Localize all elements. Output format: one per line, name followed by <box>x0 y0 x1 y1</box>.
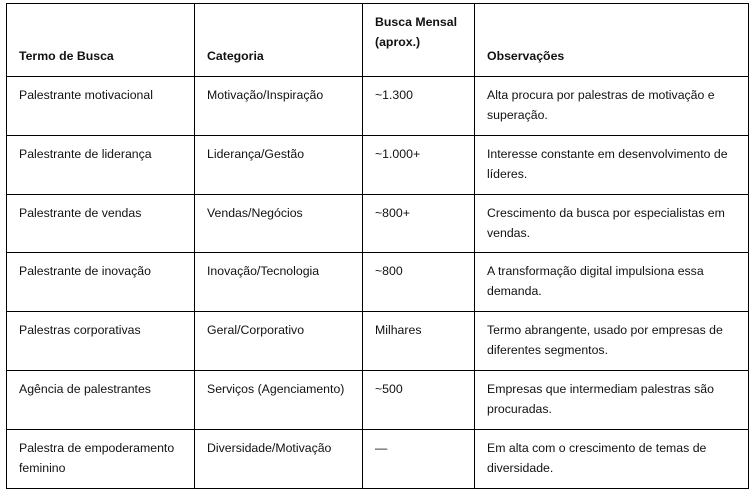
cell-categoria: Vendas/Negócios <box>195 194 363 253</box>
table-header-row <box>7 4 749 77</box>
cell-termo: Palestrante de inovação <box>7 253 195 312</box>
document-page <box>0 3 754 492</box>
cell-observacoes: A transformação digital impulsiona essa demanda. <box>475 253 749 312</box>
table-row <box>7 135 749 194</box>
cell-termo: Palestra de empoderamento feminino <box>7 429 195 488</box>
cell-categoria: Serviços (Agenciamento) <box>195 371 363 430</box>
cell-categoria: Geral/Corporativo <box>195 312 363 371</box>
column-header-busca-mensal-line2: (aprox.) <box>375 34 421 49</box>
column-header-termo-de-busca: Termo de Busca <box>7 4 195 77</box>
column-header-busca-mensal-line1: Busca Mensal <box>375 15 458 29</box>
cell-observacoes: Alta procura por palestras de motivação e superação. <box>475 77 749 136</box>
table-row <box>7 371 749 430</box>
cell-termo: Palestrante de vendas <box>7 194 195 253</box>
cell-categoria: Liderança/Gestão <box>195 135 363 194</box>
column-header-observacoes: Observações <box>475 4 749 77</box>
cell-termo: Palestrante de liderança <box>7 135 195 194</box>
cell-busca: ~1.000+ <box>363 135 475 194</box>
table-row <box>7 253 749 312</box>
column-header-categoria: Categoria <box>195 4 363 77</box>
search-terms-table <box>6 3 749 489</box>
table-header <box>7 4 749 77</box>
cell-termo: Palestras corporativas <box>7 312 195 371</box>
cell-busca: ~500 <box>363 371 475 430</box>
cell-termo: Agência de palestrantes <box>7 371 195 430</box>
cell-observacoes: Interesse constante em desenvolvimento de líderes. <box>475 135 749 194</box>
column-header-busca-mensal <box>363 4 475 77</box>
cell-categoria: Diversidade/Motivação <box>195 429 363 488</box>
cell-observacoes: Empresas que intermediam palestras são procuradas. <box>475 371 749 430</box>
cell-busca: — <box>363 429 475 488</box>
table-row <box>7 312 749 371</box>
cell-termo: Palestrante motivacional <box>7 77 195 136</box>
cell-busca: Milhares <box>363 312 475 371</box>
cell-observacoes: Termo abrangente, usado por empresas de diferentes segmentos. <box>475 312 749 371</box>
cell-busca: ~800 <box>363 253 475 312</box>
table-row <box>7 429 749 488</box>
table-body <box>7 77 749 489</box>
cell-categoria: Inovação/Tecnologia <box>195 253 363 312</box>
cell-categoria: Motivação/Inspiração <box>195 77 363 136</box>
cell-busca: ~800+ <box>363 194 475 253</box>
cell-observacoes: Em alta com o crescimento de temas de diversidade. <box>475 429 749 488</box>
cell-busca: ~1.300 <box>363 77 475 136</box>
cell-observacoes: Crescimento da busca por especialistas em vendas. <box>475 194 749 253</box>
table-row <box>7 194 749 253</box>
table-row <box>7 77 749 136</box>
